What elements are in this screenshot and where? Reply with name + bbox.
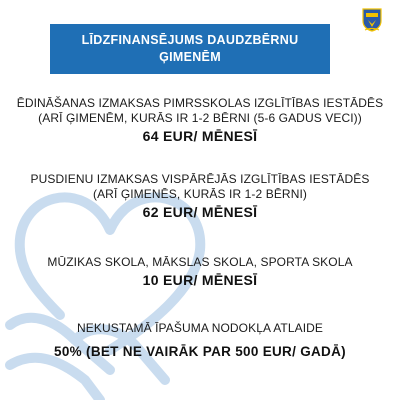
benefit-item-schools	[0, 255, 400, 289]
title-banner	[50, 24, 330, 74]
benefit-amount: 10 EUR/ MĒNESĪ	[142, 272, 258, 288]
benefit-label: MŪZIKAS SKOLA, MĀKSLAS SKOLA, SPORTA SKOLA	[47, 255, 353, 269]
benefit-item-property-tax	[0, 321, 400, 361]
benefit-label: ĒDINĀŠANAS IZMAKSAS PIMRSSKOLAS IZGLĪTĪBAS IESTĀDĒS	[16, 96, 384, 110]
benefit-item-school-lunch	[0, 172, 400, 221]
benefit-label: PUSDIENU IZMAKSAS VISPĀRĒJĀS IZGLĪTĪBAS IESTĀDĒS	[30, 172, 370, 186]
benefit-amount: 64 EUR/ MĒNESĪ	[142, 128, 258, 144]
benefit-amount: 62 EUR/ MĒNESĪ	[142, 204, 258, 220]
benefit-amount: 50% (BET NE VAIRĀK PAR 500 EUR/ GADĀ)	[54, 344, 346, 359]
benefit-label-note: (ARĪ ĢIMENĒM, KURĀS IR 1-2 BĒRNI (5-6 GADUS VECI))	[38, 111, 362, 125]
banner-title-line2: ĢIMENĒM	[159, 50, 221, 64]
benefit-label-note: (ARĪ ĢIMENĒS, KURĀS IR 1-2 BĒRNI)	[92, 187, 307, 201]
banner-title-line1: LĪDZFINANSĒJUMS DAUDZBĒRNU	[81, 33, 299, 47]
benefit-item-preschool-meals	[0, 96, 400, 145]
benefit-label: NEKUSTAMĀ ĪPAŠUMA NODOKĻA ATLAIDE	[76, 321, 324, 335]
coat-of-arms-icon	[362, 8, 382, 32]
